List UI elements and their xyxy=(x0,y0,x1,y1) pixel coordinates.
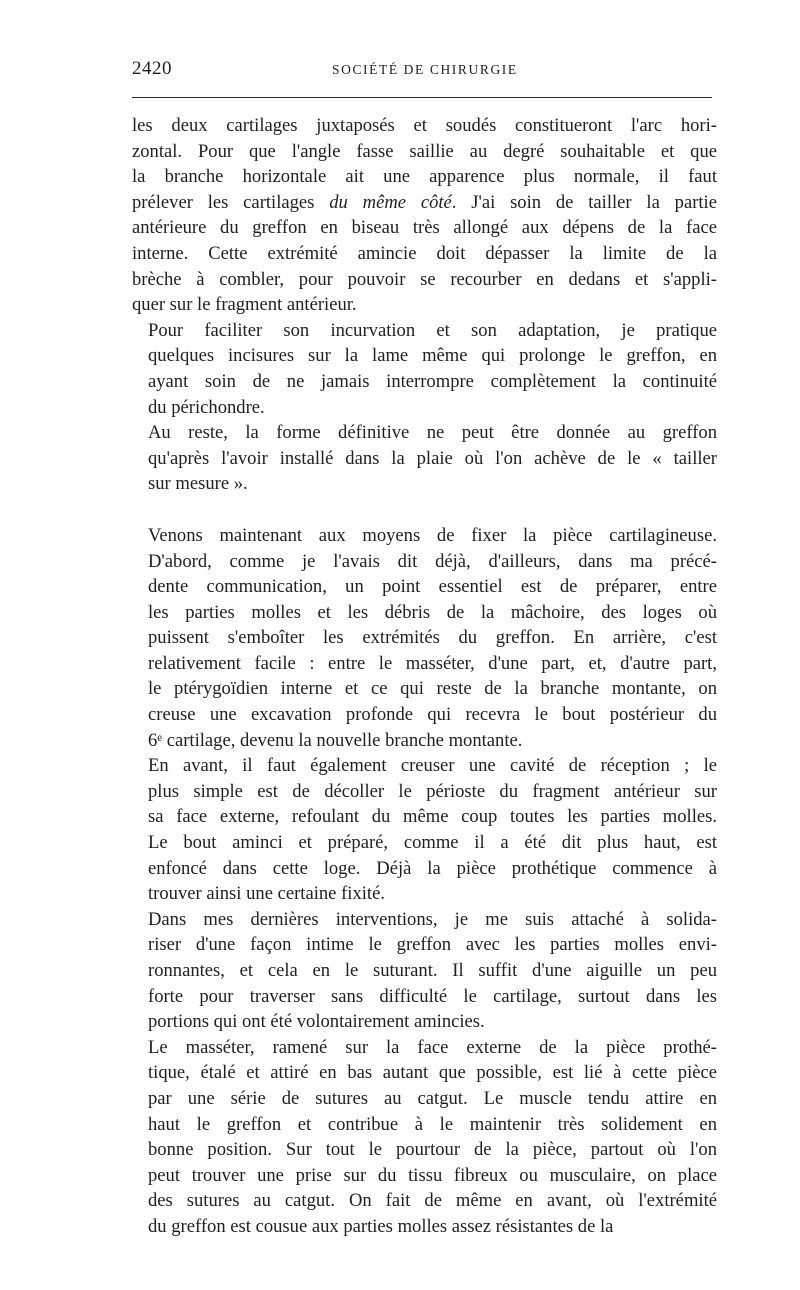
text-line: le ptérygoïdien interne et ce qui reste de la branche montante, on xyxy=(148,678,717,700)
text-line: relativement facile : entre le masséter, d'une part, et, d'autre part, xyxy=(148,652,717,674)
text-line: bonne position. Sur tout le pourtour de la pièce, partout où l'on xyxy=(148,1139,717,1161)
text-line: antérieure du greffon en biseau très allongé aux dépens de la face xyxy=(132,217,717,239)
text-line: les parties molles et les débris de la mâchoire, des loges où xyxy=(148,601,717,623)
text-line: 6ᵉ cartilage, devenu la nouvelle branche montante. xyxy=(148,729,523,751)
text-line: des sutures au catgut. On fait de même en avant, où l'extrémité xyxy=(148,1190,717,1212)
text-line: plus simple est de décoller le périoste du fragment antérieur sur xyxy=(148,780,717,802)
running-title: SOCIÉTÉ DE CHIRURGIE xyxy=(332,62,518,77)
text-line: tique, étalé et attiré en bas autant que possible, est lié à cette pièce xyxy=(148,1062,717,1084)
paragraph xyxy=(132,523,717,753)
body-text xyxy=(132,113,717,1240)
text-line: du greffon est cousue aux parties molles assez résistantes de la xyxy=(148,1215,614,1237)
text-line: brèche à combler, pour pouvoir se recourber en dedans et s'appli- xyxy=(132,268,717,290)
text-line: forte pour traverser sans difficulté le cartilage, surtout dans les xyxy=(148,985,717,1007)
text-line: Au reste, la forme définitive ne peut être donnée au greffon xyxy=(148,422,717,444)
text-line: quelques incisures sur la lame même qui prolonge le greffon, en xyxy=(148,345,717,367)
text-line: Le masséter, ramené sur la face externe de la pièce prothé- xyxy=(148,1036,717,1058)
text-line: zontal. Pour que l'angle fasse saillie au degré souhaitable et que xyxy=(132,140,717,162)
paragraph xyxy=(132,1035,717,1240)
text-line: sur mesure ». xyxy=(148,473,248,495)
page-header xyxy=(132,58,712,86)
header-rule xyxy=(132,97,712,98)
text-line: riser d'une façon intime le greffon avec les parties molles envi- xyxy=(148,934,717,956)
text-line: D'abord, comme je l'avais dit déjà, d'ailleurs, dans ma précé- xyxy=(148,550,717,572)
text-line: En avant, il faut également creuser une cavité de réception ; le xyxy=(148,755,717,777)
text-line: dente communication, un point essentiel est de préparer, entre xyxy=(148,576,717,598)
text-line: interne. Cette extrémité amincie doit dépasser la limite de la xyxy=(132,242,717,264)
text-line: Le bout aminci et préparé, comme il a été dit plus haut, est xyxy=(148,832,717,854)
text-line: prélever les cartilages du même côté. J'ai soin de tailler la partie xyxy=(132,191,717,213)
text-line: qu'après l'avoir installé dans la plaie où l'on achève de le « tailler xyxy=(148,447,717,469)
text-line: les deux cartilages juxtaposés et soudés constitueront l'arc hori- xyxy=(132,115,717,136)
text-line: ronnantes, et cela en le suturant. Il suffit d'une aiguille un peu xyxy=(148,960,717,981)
text-line: trouver ainsi une certaine fixité. xyxy=(148,883,385,905)
paragraph xyxy=(132,113,717,318)
paragraph xyxy=(132,907,717,1035)
text-line: Venons maintenant aux moyens de fixer la pièce cartilagineuse. xyxy=(148,524,717,546)
text-line: du périchondre. xyxy=(148,396,265,418)
text-line: enfoncé dans cette loge. Déjà la pièce prothétique commence à xyxy=(148,857,717,879)
text-line: peut trouver une prise sur du tissu fibreux ou musculaire, on place xyxy=(148,1164,717,1186)
text-line: portions qui ont été volontairement amincies. xyxy=(148,1011,485,1033)
paragraph xyxy=(132,753,717,907)
text-line: creuse une excavation profonde qui recevra le bout postérieur du xyxy=(148,704,717,726)
text-line: ayant soin de ne jamais interrompre complètement la continuité xyxy=(148,370,717,392)
text-line: haut le greffon et contribue à le maintenir très solidement en xyxy=(148,1113,717,1135)
page-number: 2420 xyxy=(132,58,172,79)
text-line: sa face externe, refoulant du même coup toutes les parties molles. xyxy=(148,806,717,828)
text-line: Dans mes dernières interventions, je me suis attaché à solida- xyxy=(148,908,717,930)
text-line: Pour faciliter son incurvation et son adaptation, je pratique xyxy=(148,319,717,341)
text-line: quer sur le fragment antérieur. xyxy=(132,294,357,316)
text-line: la branche horizontale ait une apparence plus normale, il faut xyxy=(132,166,717,188)
text-line: puissent s'emboîter les extrémités du greffon. En arrière, c'est xyxy=(148,627,717,649)
paragraph xyxy=(132,420,717,497)
paragraph xyxy=(132,318,717,420)
text-line: par une série de sutures au catgut. Le muscle tendu attire en xyxy=(148,1087,717,1109)
